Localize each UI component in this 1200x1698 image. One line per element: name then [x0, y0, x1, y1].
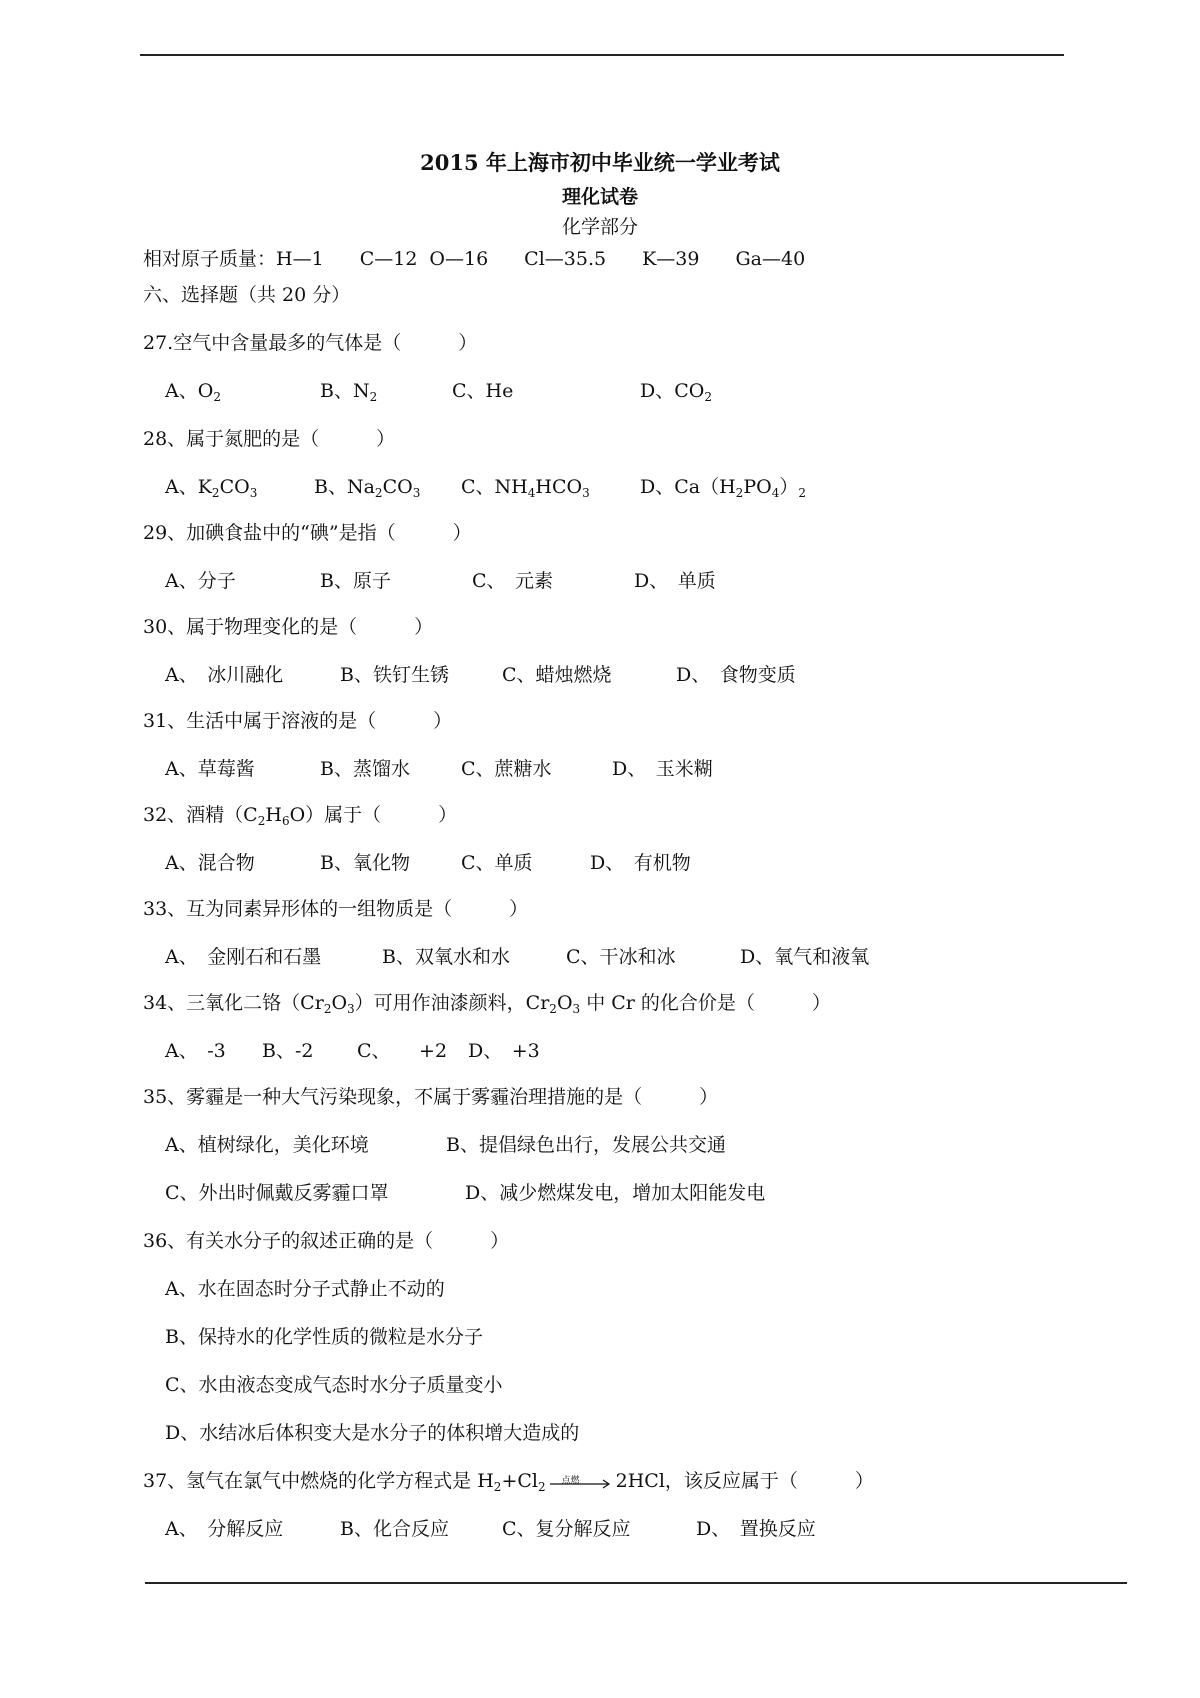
option-d: D、 单质	[634, 570, 716, 592]
atomic-masses	[143, 246, 841, 272]
option-a: A、 -3	[165, 1040, 226, 1062]
section-title: 化学部分	[561, 216, 638, 238]
option-c: C、单质	[461, 852, 533, 874]
reaction-arrow	[548, 1472, 614, 1492]
option-b: B、铁钉生锈	[340, 664, 449, 686]
atomic-mass-label: 相对原子质量：	[143, 248, 277, 270]
arrow-condition-label: 点燃	[561, 1476, 580, 1486]
option-a: A、水在固态时分子式静止不动的	[165, 1278, 445, 1300]
option-b: B、蒸馏水	[320, 758, 410, 780]
option-a: A、 金刚石和石墨	[165, 946, 322, 968]
option-b: B、-2	[262, 1040, 314, 1062]
option-b: B、氧化物	[320, 852, 410, 874]
option-a: A、$K_2CO_3$	[165, 476, 258, 500]
option-d: D、$CO_2$	[640, 380, 712, 404]
option-b: B、保持水的化学性质的微粒是水分子	[165, 1326, 483, 1348]
atomic-mass-item: C—12	[359, 248, 418, 270]
option-a: A、分子	[165, 570, 236, 592]
option-b: B、$Na_2CO_3$	[314, 476, 421, 500]
top-rule	[140, 54, 1064, 56]
arrow-right-icon	[548, 1472, 614, 1492]
part-title: 六、选择题（共 20 分）	[143, 284, 351, 306]
option-d: D、 置换反应	[696, 1518, 816, 1540]
option-a: A、 分解反应	[165, 1518, 284, 1540]
option-a: A、植树绿化，美化环境	[165, 1134, 369, 1156]
option-d: D、$Ca(H_2PO_4)_2$	[640, 476, 806, 500]
option-c: C、$NH_4HCO_3$	[461, 476, 590, 500]
atomic-mass-item: Cl—35.5	[524, 248, 607, 270]
option-b: B、双氧水和水	[382, 946, 510, 968]
option-a: A、 冰川融化	[165, 664, 284, 686]
question-stem: 29、加碘食盐中的“碘”是指（ ）	[143, 522, 472, 544]
option-d: D、水结冰后体积变大是水分子的体积增大造成的	[165, 1422, 580, 1444]
question-stem: 32、酒精$(C_2H_6O)$属于（ ）	[143, 804, 458, 828]
option-b: B、$N_2$	[320, 380, 378, 404]
exam-subtitle: 理化试卷	[561, 186, 638, 208]
option-c: C、He	[452, 380, 514, 402]
atomic-mass-item: O—16	[429, 248, 489, 270]
question-stem: 36、有关水分子的叙述正确的是（ ）	[143, 1230, 510, 1252]
option-c: C、 元素	[472, 570, 554, 592]
option-c: C、 +2	[357, 1040, 448, 1062]
option-d: D、减少燃煤发电，增加太阳能发电	[465, 1182, 766, 1204]
option-d: D、 玉米糊	[612, 758, 713, 780]
option-c: C、干冰和冰	[566, 946, 676, 968]
option-c: C、蜡烛燃烧	[502, 664, 612, 686]
option-b: B、提倡绿色出行，发展公共交通	[446, 1134, 726, 1156]
option-a: A、混合物	[165, 852, 255, 874]
question-stem: 31、生活中属于溶液的是（ ）	[143, 710, 453, 732]
bottom-rule	[145, 1582, 1127, 1584]
option-d: D、氧气和液氧	[740, 946, 870, 968]
option-c: C、外出时佩戴反雾霾口罩	[165, 1182, 389, 1204]
exam-title: 2015 年上海市初中毕业统一学业考试	[420, 150, 780, 175]
option-a: A、$O_2$	[165, 380, 221, 404]
option-c: C、蔗糖水	[461, 758, 552, 780]
question-stem: 30、属于物理变化的是（ ）	[143, 616, 434, 638]
question-stem: 35、雾霾是一种大气污染现象，不属于雾霾治理措施的是（ ）	[143, 1086, 719, 1108]
option-b: B、原子	[320, 570, 391, 592]
question-stem: 37、氢气在氯气中燃烧的化学方程式是 $H_2+Cl_2$ 点燃 2HCl，该反应属于（ ）	[143, 1470, 874, 1494]
option-c: C、水由液态变成气态时水分子质量变小	[165, 1374, 503, 1396]
atomic-mass-item: Ga—40	[735, 248, 806, 270]
option-c: C、复分解反应	[502, 1518, 631, 1540]
question-stem: 33、互为同素异形体的一组物质是（ ）	[143, 898, 529, 920]
atomic-mass-item: K—39	[642, 248, 700, 270]
question-stem: 27.空气中含量最多的气体是（ ）	[143, 332, 478, 354]
option-d: D、 有机物	[590, 852, 691, 874]
option-d: D、 食物变质	[676, 664, 796, 686]
atomic-mass-item: H—1	[276, 248, 324, 270]
option-d: D、 +3	[468, 1040, 540, 1062]
question-stem: 34、三氧化二铬$(Cr_2O_3)$可用作油漆颜料，$Cr_2O_3$ 中 Cr 的化合价是（ ）	[143, 992, 831, 1016]
question-stem: 28、属于氮肥的是（ ）	[143, 428, 396, 450]
option-b: B、化合反应	[340, 1518, 449, 1540]
option-a: A、草莓酱	[165, 758, 255, 780]
